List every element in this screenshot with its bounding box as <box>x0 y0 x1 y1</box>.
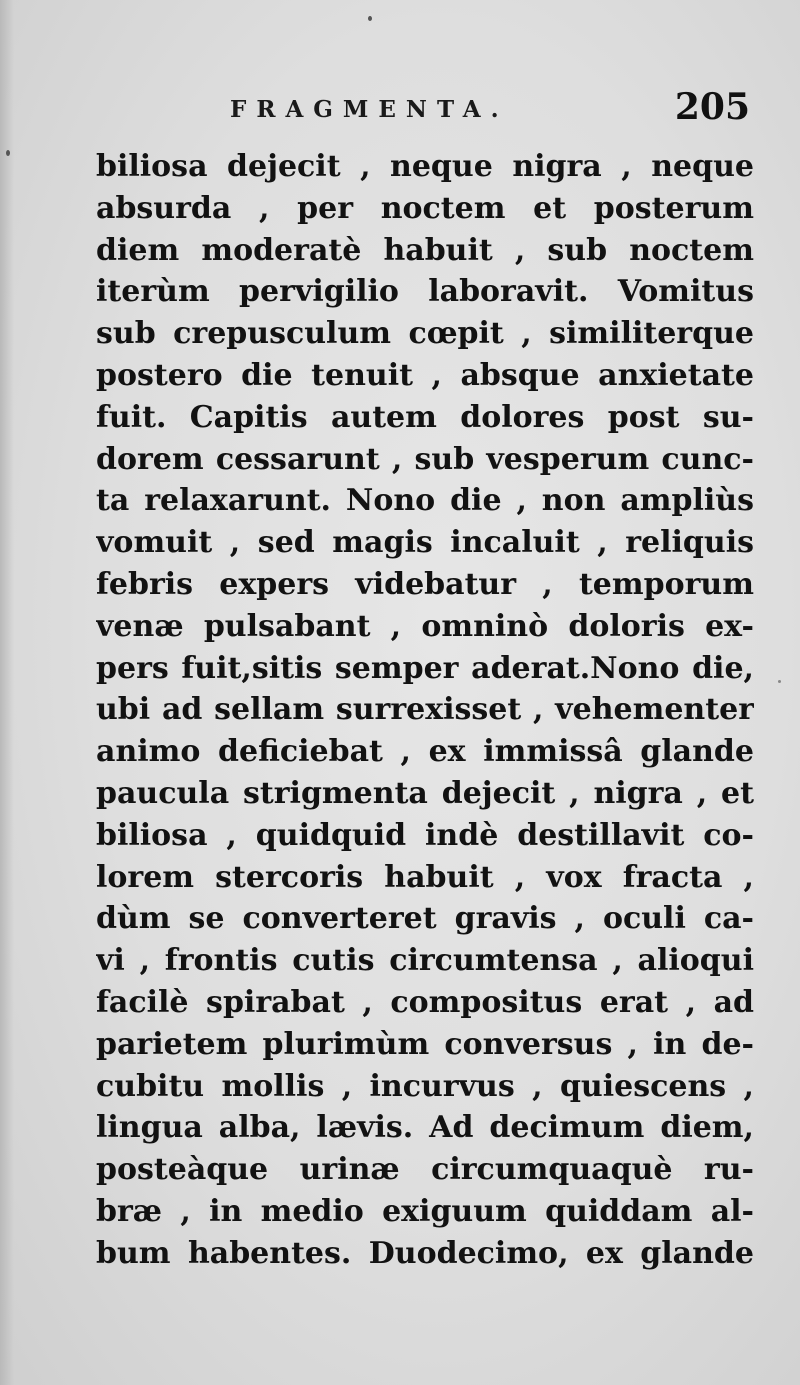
text-line: pers fuit,sitis semper aderat.Nono die, <box>96 650 754 686</box>
text-line: biliosa , quidquid indè destillavit co- <box>96 817 754 853</box>
text-line: diem moderatè habuit , sub noctem <box>96 232 754 268</box>
text-line: absurda , per noctem et posterum <box>96 190 754 226</box>
body-text <box>96 146 754 1275</box>
ink-speck <box>778 680 781 683</box>
text-line: dùm se converteret gravis , oculi ca- <box>96 901 754 937</box>
page-header <box>230 82 750 126</box>
text-line: bum habentes. Duodecimo, ex glande <box>96 1235 754 1271</box>
running-head: FRAGMENTA. <box>230 96 509 123</box>
text-line: paucula strigmenta dejecit , nigra , et <box>96 775 754 811</box>
ink-speck <box>368 16 372 21</box>
text-line: febris expers videbatur , temporum <box>96 566 754 602</box>
text-line: ta relaxarunt. Nono die , non ampliùs <box>96 483 754 519</box>
text-line: sub crepusculum cœpit , similiterque <box>96 316 754 352</box>
text-line: dorem cessarunt , sub vesperum cunc- <box>96 441 754 477</box>
text-line: iterùm pervigilio laboravit. Vomitus <box>96 274 754 310</box>
page-number: 205 <box>674 86 750 128</box>
ink-speck <box>6 150 10 156</box>
text-line: lorem stercoris habuit , vox fracta , <box>96 859 754 895</box>
text-line: postero die tenuit , absque anxietate <box>96 357 754 393</box>
text-line: vi , frontis cutis circumtensa , alioqui <box>96 943 754 979</box>
text-line: fuit. Capitis autem dolores post su- <box>96 399 754 435</box>
text-line: venæ pulsabant , omninò doloris ex- <box>96 608 754 644</box>
text-line: parietem plurimùm conversus , in de- <box>96 1026 754 1062</box>
text-line: posteàque urinæ circumquaquè ru- <box>96 1152 754 1188</box>
text-line: vomuit , sed magis incaluit , reliquis <box>96 525 754 561</box>
text-line: cubitu mollis , incurvus , quiescens , <box>96 1068 754 1104</box>
text-line: facilè spirabat , compositus erat , ad <box>96 984 754 1020</box>
text-line: biliosa dejecit , neque nigra , neque <box>96 149 754 184</box>
text-line: bræ , in medio exiguum quiddam al- <box>96 1193 754 1229</box>
text-line: ubi ad sellam surrexisset , vehementer <box>96 692 754 728</box>
text-line: animo deficiebat , ex immissâ glande <box>96 734 754 770</box>
page-edge-shadow <box>0 0 14 1385</box>
text-line: lingua alba, lævis. Ad decimum diem, <box>96 1110 754 1146</box>
